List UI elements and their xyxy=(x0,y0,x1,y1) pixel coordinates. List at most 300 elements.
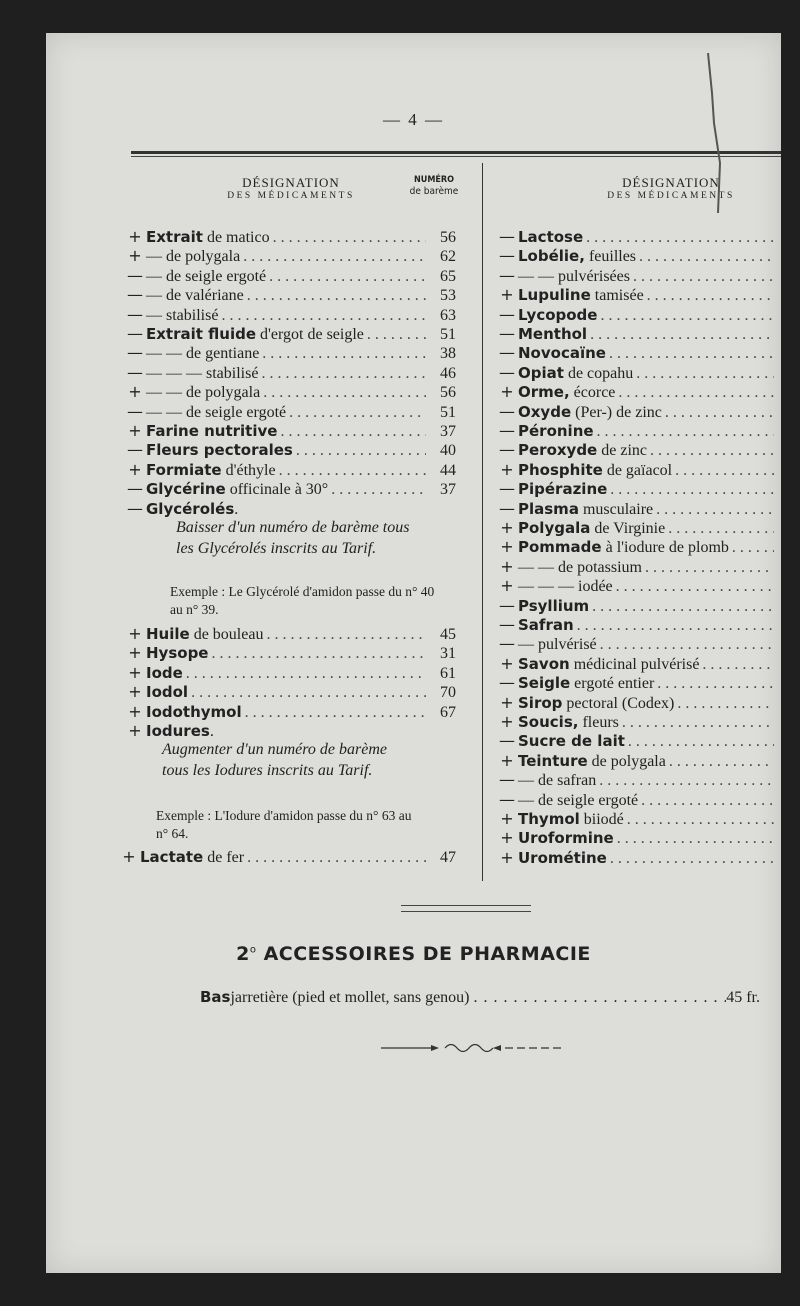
row-marker: — xyxy=(499,731,515,751)
row-label xyxy=(146,344,259,363)
paper-tear xyxy=(706,53,726,213)
row-marker: + xyxy=(128,701,142,721)
list-item xyxy=(496,285,774,305)
row-label xyxy=(146,422,277,441)
row-marker: + xyxy=(128,382,142,402)
row-bold-label: Psyllium xyxy=(518,596,590,615)
row-label xyxy=(146,480,328,499)
row-dots xyxy=(244,287,426,305)
row-dots xyxy=(624,811,774,829)
row-bold-label: Novocaïne xyxy=(518,344,606,363)
bas-text: jarretière (pied et mollet, sans genou) xyxy=(230,989,470,1006)
glycerol-example: Exemple : Le Glycérolé d'amidon passe du n° 40 au n° 39. xyxy=(170,584,435,617)
row-dots xyxy=(596,772,774,790)
row-label xyxy=(518,247,636,266)
bas-dots xyxy=(470,989,727,1007)
list-item xyxy=(124,246,456,266)
row-dots xyxy=(266,268,426,286)
row-label xyxy=(146,441,293,460)
row-text: de Virginie xyxy=(590,520,666,537)
section-divider xyxy=(401,905,531,906)
row-number: 62 xyxy=(440,248,456,266)
row-bold-label: Soucis, xyxy=(518,713,579,731)
row-label xyxy=(146,683,188,702)
section-title xyxy=(46,943,781,965)
left-column-header xyxy=(206,175,376,202)
row-dots xyxy=(625,733,774,751)
row-dots xyxy=(270,229,426,247)
row-marker: — xyxy=(127,401,143,421)
row-text: médicinal pulvérisé xyxy=(569,655,700,673)
row-label xyxy=(146,364,258,383)
row-dots xyxy=(630,268,774,286)
row-dots xyxy=(662,404,774,422)
row-label xyxy=(518,344,606,363)
row-text: — de valériane xyxy=(146,287,244,305)
list-item xyxy=(496,499,774,519)
row-number: 56 xyxy=(440,229,456,246)
list-item xyxy=(124,227,456,247)
row-bold-label: Menthol xyxy=(518,325,588,343)
row-text: d'éthyle xyxy=(221,461,276,479)
row-number: 63 xyxy=(440,306,456,324)
row-dots xyxy=(636,248,774,266)
row-dots xyxy=(218,307,426,325)
row-label xyxy=(146,325,364,344)
row-text: — — de polygala xyxy=(146,384,261,402)
row-label xyxy=(146,461,276,480)
row-marker: + xyxy=(128,643,142,663)
row-bold-label: Seigle xyxy=(518,674,571,693)
row-bold-label: Fleurs pectorales xyxy=(146,441,293,460)
row-dots xyxy=(672,462,774,480)
list-item xyxy=(496,343,774,363)
row-dots xyxy=(258,365,426,383)
row-marker: + xyxy=(500,556,514,576)
row-marker: + xyxy=(500,459,514,479)
section-number-sup: o xyxy=(249,944,257,956)
number-column-header xyxy=(404,175,464,198)
row-label xyxy=(518,461,672,480)
row-dots xyxy=(619,714,774,732)
list-item xyxy=(496,673,774,693)
list-item xyxy=(496,731,774,751)
row-marker: — xyxy=(499,498,515,518)
row-dots xyxy=(263,626,426,644)
row-marker: — xyxy=(499,421,515,440)
list-item xyxy=(496,615,774,635)
row-number: 70 xyxy=(440,684,456,702)
row-label xyxy=(146,703,242,722)
row-bold-label: Hysope xyxy=(146,644,209,663)
row-dots xyxy=(260,384,426,402)
row-dots xyxy=(188,684,426,702)
bas-price: 45 fr. xyxy=(726,989,760,1006)
row-label xyxy=(146,286,244,305)
row-number: 65 xyxy=(440,267,456,285)
row-marker: + xyxy=(500,518,514,537)
row-bold-label: Iodures xyxy=(146,722,210,740)
row-number: 53 xyxy=(440,287,456,305)
row-marker: + xyxy=(500,576,514,596)
row-bold-label: Extrait fluide xyxy=(146,325,256,343)
row-bold-label: Sucre de lait xyxy=(518,732,625,751)
row-marker: + xyxy=(500,712,514,731)
row-text: d'ergot de seigle xyxy=(256,326,364,343)
row-dots xyxy=(259,345,426,363)
row-number: 40 xyxy=(440,442,456,460)
row-marker: — xyxy=(127,479,143,499)
row-label xyxy=(518,441,647,460)
row-text: de polygala xyxy=(587,752,666,770)
row-dots xyxy=(699,656,774,674)
row-marker: — xyxy=(499,789,515,809)
list-item xyxy=(496,382,774,402)
list-item xyxy=(496,654,774,674)
row-marker: — xyxy=(499,440,515,460)
row-bold-label: Huile xyxy=(146,625,190,643)
row-marker: + xyxy=(128,246,142,266)
row-label xyxy=(518,286,644,305)
row-text: — — de gentiane xyxy=(146,345,260,363)
document-page xyxy=(46,33,781,1273)
row-text: écorce xyxy=(569,384,616,402)
row-marker: + xyxy=(128,227,142,246)
row-text: fleurs xyxy=(578,714,619,731)
row-number: 47 xyxy=(440,849,456,866)
row-label xyxy=(146,625,263,644)
row-label xyxy=(518,403,662,422)
row-label xyxy=(146,500,238,519)
row-number: 37 xyxy=(440,423,456,440)
row-dots xyxy=(276,462,426,480)
list-item xyxy=(124,702,456,722)
row-dots xyxy=(654,675,774,693)
list-item xyxy=(124,663,456,683)
row-dots xyxy=(183,665,426,683)
number-subheading: de barème xyxy=(409,185,459,197)
row-dots xyxy=(597,307,774,325)
row-dots xyxy=(286,404,426,422)
list-item xyxy=(496,848,774,868)
row-dots xyxy=(607,850,774,868)
row-marker: — xyxy=(499,634,515,654)
row-dots xyxy=(583,229,774,247)
list-item xyxy=(496,440,774,460)
row-label xyxy=(518,791,638,810)
row-marker: — xyxy=(127,498,143,518)
row-text: — pulvérisé xyxy=(518,636,597,654)
list-item xyxy=(496,305,774,325)
list-item xyxy=(124,479,456,499)
list-item xyxy=(496,712,774,732)
row-bold-label: Glycérine xyxy=(146,480,226,499)
row-label xyxy=(518,732,625,751)
row-label xyxy=(518,267,630,286)
row-number: 31 xyxy=(440,645,456,663)
row-dots xyxy=(607,481,774,499)
row-text: . xyxy=(209,723,214,740)
row-dots xyxy=(674,695,774,713)
row-text: à l'iodure de plomb xyxy=(601,539,729,557)
header-rule xyxy=(131,151,781,154)
list-item xyxy=(496,266,774,286)
list-item xyxy=(496,557,774,577)
list-item xyxy=(124,440,456,460)
row-marker: — xyxy=(127,362,143,382)
list-item xyxy=(124,643,456,663)
row-label xyxy=(518,538,729,557)
row-marker: + xyxy=(500,382,514,402)
row-label xyxy=(518,228,583,247)
list-item xyxy=(496,421,774,441)
row-text: de zinc xyxy=(597,442,647,460)
section-number: 2 xyxy=(236,943,250,965)
row-dots xyxy=(277,423,426,441)
list-item xyxy=(496,479,774,499)
row-bold-label: Polygala xyxy=(518,519,591,537)
row-marker: — xyxy=(499,401,515,421)
list-item xyxy=(496,402,774,422)
row-dots xyxy=(587,326,774,344)
list-item xyxy=(496,227,774,247)
row-label xyxy=(518,364,633,383)
row-marker: + xyxy=(500,285,514,305)
list-item xyxy=(496,596,774,616)
row-marker: + xyxy=(128,421,142,440)
list-item xyxy=(124,363,456,383)
row-label xyxy=(518,383,615,402)
row-label xyxy=(518,616,574,635)
row-text: — — — iodée xyxy=(518,578,613,596)
row-dots xyxy=(208,645,426,663)
row-text: pectoral (Codex) xyxy=(562,694,675,712)
iodure-example: Exemple : L'Iodure d'amidon passe du n° 63 au n° 64. xyxy=(156,808,412,841)
list-item xyxy=(496,693,774,713)
row-dots xyxy=(666,753,774,771)
row-marker: — xyxy=(499,673,515,693)
row-marker: — xyxy=(499,479,515,499)
row-marker: + xyxy=(500,809,514,828)
row-label xyxy=(518,655,699,674)
row-bold-label: Peroxyde xyxy=(518,441,598,460)
row-label xyxy=(518,422,594,441)
row-text: musculaire xyxy=(578,500,654,518)
bas-bold: Bas xyxy=(200,988,231,1006)
row-bold-label: Uroformine xyxy=(518,829,614,848)
number-heading: NUMÉRO xyxy=(413,175,455,185)
row-label xyxy=(146,403,286,422)
row-bold-label: Iodol xyxy=(146,683,189,702)
list-item xyxy=(124,421,456,441)
list-item xyxy=(496,576,774,596)
row-dots xyxy=(244,849,426,867)
list-item xyxy=(124,285,456,305)
row-bold-label: Glycérolés xyxy=(146,499,235,518)
row-bold-label: Iodothymol xyxy=(146,702,242,721)
row-label xyxy=(146,383,260,402)
row-marker: — xyxy=(499,265,515,285)
list-item xyxy=(118,847,456,867)
list-item xyxy=(496,518,774,538)
glycerol-note: Baisser d'un numéro de barème tous les Glycérolés inscrits au Tarif. xyxy=(176,519,410,557)
row-label xyxy=(518,519,665,538)
row-label xyxy=(518,306,597,325)
row-bold-label: Lupuline xyxy=(518,286,591,305)
row-text: — — de potassium xyxy=(518,558,642,576)
row-text: officinale à 30° xyxy=(225,481,329,499)
list-item xyxy=(124,324,456,344)
row-text: — de safran xyxy=(518,772,597,790)
row-bold-label: Opiat xyxy=(518,363,564,382)
row-dots xyxy=(613,578,774,596)
row-number: 37 xyxy=(440,481,456,499)
iodure-note: Augmenter d'un numéro de barème tous les Iodures inscrits au Tarif. xyxy=(162,741,387,779)
row-label xyxy=(518,713,619,732)
row-dots xyxy=(665,520,774,538)
row-bold-label: Lactose xyxy=(518,228,584,246)
row-dots xyxy=(647,442,774,460)
row-marker: — xyxy=(499,615,515,634)
row-bold-label: Savon xyxy=(518,654,570,673)
row-text: ergoté entier xyxy=(570,675,655,693)
row-number: 38 xyxy=(440,345,456,363)
row-text: de gaïacol xyxy=(602,461,673,479)
list-item xyxy=(124,682,456,702)
list-item xyxy=(496,790,774,810)
row-number: 51 xyxy=(440,326,456,343)
section-title-text: ACCESSOIRES DE PHARMACIE xyxy=(263,943,591,965)
row-dots xyxy=(642,559,774,577)
row-label xyxy=(518,829,614,848)
row-dots xyxy=(614,830,774,848)
row-label xyxy=(518,325,587,344)
row-label xyxy=(518,558,642,577)
row-marker: + xyxy=(128,624,142,643)
right-designation-subheading: DES MÉDICAMENTS xyxy=(607,190,735,201)
row-text: — stabilisé xyxy=(146,306,219,324)
header-rule-thin xyxy=(131,156,781,157)
row-bold-label: Péronine xyxy=(518,422,594,440)
row-marker: — xyxy=(499,770,515,790)
row-bold-label: Sirop xyxy=(518,693,563,712)
row-text: de copahu xyxy=(563,364,634,382)
row-text: — — de seigle ergoté xyxy=(146,403,287,421)
row-label xyxy=(146,306,218,325)
list-item xyxy=(496,828,774,848)
list-item xyxy=(496,246,774,266)
list-item xyxy=(496,460,774,480)
list-item xyxy=(124,266,456,286)
row-label xyxy=(518,674,654,693)
row-marker: — xyxy=(127,324,143,343)
list-item xyxy=(124,402,456,422)
row-label xyxy=(146,267,266,286)
row-marker: + xyxy=(128,459,142,479)
row-text: . xyxy=(234,500,239,518)
row-label xyxy=(518,849,607,868)
row-bold-label: Formiate xyxy=(146,460,222,479)
list-item xyxy=(124,305,456,325)
row-label xyxy=(518,810,624,829)
row-text: — — pulvérisées xyxy=(518,267,630,285)
row-label xyxy=(518,577,613,596)
row-bold-label: Oxyde xyxy=(518,402,572,421)
row-bold-label: Teinture xyxy=(518,751,588,770)
row-marker: — xyxy=(499,227,515,246)
row-label xyxy=(518,752,666,771)
row-dots xyxy=(589,598,774,616)
flourish-ornament xyxy=(381,1041,561,1055)
row-dots xyxy=(615,384,774,402)
row-marker: + xyxy=(500,750,514,770)
row-marker: — xyxy=(499,246,515,266)
list-item xyxy=(496,751,774,771)
row-text: biiodé xyxy=(579,811,624,828)
row-marker: + xyxy=(500,537,514,557)
row-text: — de polygala xyxy=(146,248,241,266)
row-marker: — xyxy=(127,265,143,285)
list-item xyxy=(124,624,456,644)
list-item xyxy=(496,770,774,790)
row-marker: — xyxy=(127,440,143,460)
row-marker: — xyxy=(499,595,515,615)
row-marker: — xyxy=(499,304,515,324)
row-marker: — xyxy=(499,362,515,382)
row-label xyxy=(518,635,597,654)
row-text: de bouleau xyxy=(189,626,264,643)
row-marker: + xyxy=(500,692,514,712)
row-dots xyxy=(242,704,426,722)
row-number: 46 xyxy=(440,364,456,382)
row-label xyxy=(146,247,240,266)
row-marker: — xyxy=(499,343,515,363)
row-bold-label: Lactate xyxy=(140,848,204,866)
row-marker: + xyxy=(122,847,136,866)
row-bold-label: Thymol xyxy=(518,810,580,828)
row-bold-label: Pommade xyxy=(518,538,602,557)
list-item xyxy=(496,634,774,654)
list-item xyxy=(124,721,456,741)
row-bold-label: Farine nutritive xyxy=(146,422,278,440)
row-dots xyxy=(364,326,426,344)
row-bold-label: Phosphite xyxy=(518,460,603,479)
row-dots xyxy=(729,539,774,557)
row-dots xyxy=(633,365,774,383)
row-number: 44 xyxy=(440,461,456,479)
page-number: — 4 — xyxy=(383,110,444,129)
row-bold-label: Lobélie, xyxy=(518,247,585,266)
row-marker: + xyxy=(500,847,514,867)
row-text: feuilles xyxy=(584,248,637,266)
row-dots xyxy=(644,287,774,305)
row-label xyxy=(518,597,589,616)
bas-line xyxy=(200,988,760,1007)
row-label xyxy=(146,228,270,247)
column-separator xyxy=(482,163,483,881)
row-marker: + xyxy=(500,653,514,673)
row-dots xyxy=(597,636,774,654)
row-dots xyxy=(328,481,426,499)
row-bold-label: Orme, xyxy=(518,383,570,402)
row-label xyxy=(146,644,208,663)
row-dots xyxy=(293,442,426,460)
left-designation-heading: DÉSIGNATION xyxy=(242,175,340,190)
row-dots xyxy=(240,248,426,266)
right-column-header xyxy=(586,175,756,202)
list-item xyxy=(496,363,774,383)
row-label xyxy=(140,848,244,867)
